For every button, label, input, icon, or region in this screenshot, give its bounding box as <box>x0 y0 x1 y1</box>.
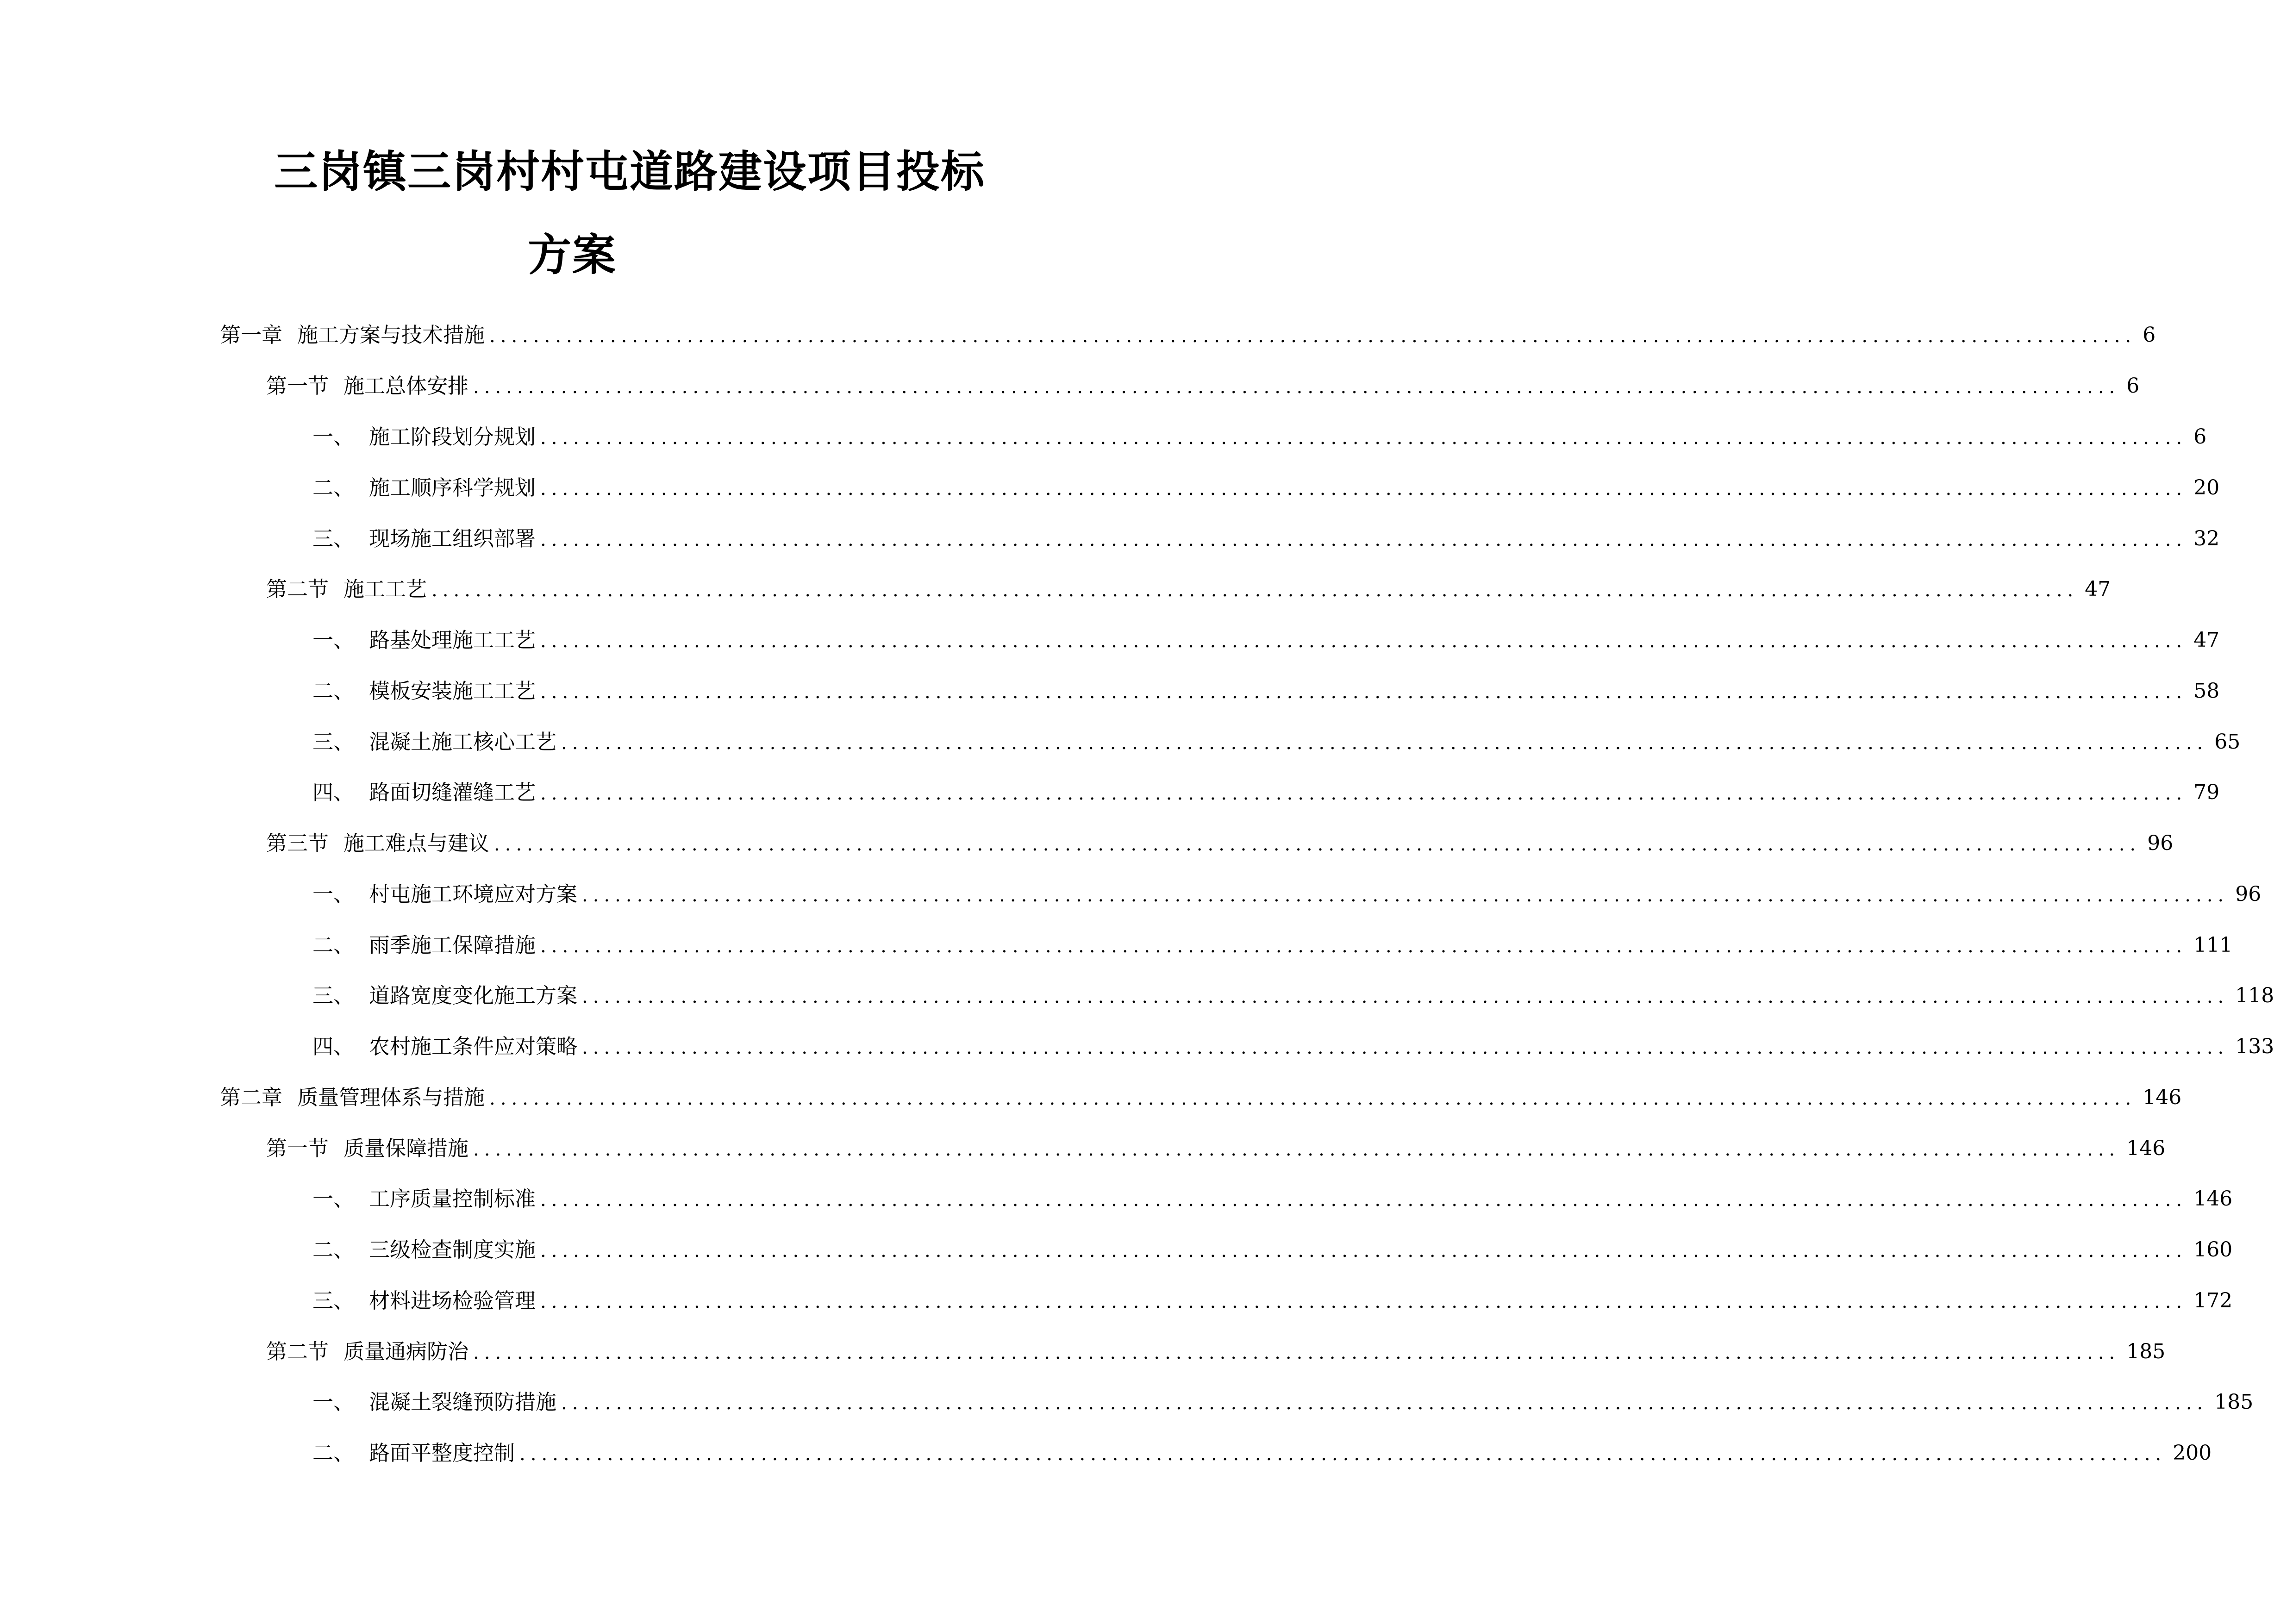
toc-entry-section[interactable] <box>266 1128 2166 1161</box>
toc-entry-page: 96 <box>2235 882 2262 906</box>
toc-dot-leader: ...................................................................................................................................................... <box>540 681 2187 703</box>
toc-entry-page: 146 <box>2193 1187 2233 1211</box>
toc-entry-subsection[interactable] <box>312 468 2220 500</box>
toc-entry-page: 146 <box>2126 1137 2166 1160</box>
toc-entry-title: 工序质量控制标准 <box>369 1187 536 1211</box>
toc-entry-title: 路面切缝灌缝工艺 <box>369 780 536 805</box>
toc-entry-subsection[interactable] <box>312 772 2220 805</box>
toc-entry-number: 二、 <box>312 1237 355 1262</box>
toc-dot-leader: ...................................................................................................................................................... <box>473 1342 2120 1363</box>
toc-dot-leader: ...................................................................................................................................................... <box>519 1443 2167 1465</box>
toc-entry-subsection[interactable] <box>312 722 2241 754</box>
toc-entry-title: 施工难点与建议 <box>344 831 490 856</box>
toc-entry-title: 雨季施工保障措施 <box>369 933 536 957</box>
toc-entry-title: 施工工艺 <box>344 577 427 601</box>
toc-entry-number: 二、 <box>312 679 355 703</box>
toc-entry-number: 第二节 <box>266 1339 329 1364</box>
toc-entry-page: 111 <box>2193 933 2233 957</box>
toc-dot-leader: ...................................................................................................................................................... <box>540 1189 2187 1211</box>
toc-entry-title: 施工顺序科学规划 <box>369 475 536 500</box>
toc-entry-number: 三、 <box>312 730 355 754</box>
toc-entry-page: 6 <box>2143 323 2156 347</box>
toc-entry-subsection[interactable] <box>312 417 2207 449</box>
toc-dot-leader: ...................................................................................................................................................... <box>489 1088 2137 1109</box>
toc-entry-number: 三、 <box>312 983 355 1008</box>
toc-entry-title: 施工阶段划分规划 <box>369 425 536 449</box>
toc-entry-section[interactable] <box>266 569 2111 601</box>
toc-entry-number: 第一章 <box>220 323 283 347</box>
toc-entry-number: 四、 <box>312 1034 355 1059</box>
toc-entry-number: 二、 <box>312 475 355 500</box>
toc-entry-section[interactable] <box>266 1331 2166 1364</box>
document-title-line-2: 方案 <box>528 230 617 281</box>
toc-entry-number: 一、 <box>312 425 355 449</box>
toc-entry-title: 质量保障措施 <box>344 1136 469 1161</box>
toc-dot-leader: ...................................................................................................................................................... <box>540 529 2187 550</box>
toc-entry-number: 第三节 <box>266 831 329 856</box>
toc-dot-leader: ...................................................................................................................................................... <box>540 783 2187 804</box>
toc-entry-title: 路基处理施工工艺 <box>369 628 536 652</box>
toc-dot-leader: ...................................................................................................................................................... <box>540 936 2187 957</box>
toc-entry-title: 模板安装施工工艺 <box>369 679 536 703</box>
toc-entry-page: 6 <box>2126 374 2140 398</box>
toc-dot-leader: ...................................................................................................................................................... <box>494 834 2141 855</box>
toc-entry-subsection[interactable] <box>312 925 2233 957</box>
toc-entry-title: 三级检查制度实施 <box>369 1237 536 1262</box>
toc-dot-leader: ...................................................................................................................................................... <box>582 885 2229 906</box>
toc-entry-chapter[interactable] <box>220 1077 2182 1110</box>
toc-dot-leader: ...................................................................................................................................................... <box>489 325 2137 347</box>
toc-entry-page: 47 <box>2085 577 2111 601</box>
toc-dot-leader: ...................................................................................................................................................... <box>561 732 2208 754</box>
toc-entry-title: 质量管理体系与措施 <box>297 1085 485 1110</box>
toc-entry-number: 第二节 <box>266 577 329 601</box>
toc-entry-page: 133 <box>2235 1035 2274 1058</box>
toc-entry-subsection[interactable] <box>312 671 2220 703</box>
toc-entry-page: 118 <box>2235 984 2274 1007</box>
toc-dot-leader: ...................................................................................................................................................... <box>561 1393 2208 1414</box>
toc-entry-title: 路面平整度控制 <box>369 1441 515 1465</box>
toc-entry-title: 质量通病防治 <box>344 1339 469 1364</box>
toc-entry-title: 道路宽度变化施工方案 <box>369 983 578 1008</box>
toc-entry-number: 四、 <box>312 780 355 805</box>
toc-dot-leader: ...................................................................................................................................................... <box>473 376 2120 398</box>
toc-entry-page: 65 <box>2214 730 2241 754</box>
toc-dot-leader: ...................................................................................................................................................... <box>431 580 2079 601</box>
toc-entry-title: 材料进场检验管理 <box>369 1288 536 1313</box>
toc-dot-leader: ...................................................................................................................................................... <box>540 631 2187 652</box>
toc-entry-title: 农村施工条件应对策略 <box>369 1034 578 1059</box>
toc-dot-leader: ...................................................................................................................................................... <box>540 1240 2187 1262</box>
toc-entry-section[interactable] <box>266 823 2174 856</box>
toc-entry-page: 172 <box>2193 1289 2233 1312</box>
toc-entry-subsection[interactable] <box>312 975 2274 1008</box>
toc-entry-number: 三、 <box>312 1288 355 1313</box>
toc-entry-number: 一、 <box>312 628 355 652</box>
toc-entry-title: 混凝土裂缝预防措施 <box>369 1390 557 1414</box>
toc-entry-subsection[interactable] <box>312 620 2220 652</box>
toc-entry-subsection[interactable] <box>312 874 2262 906</box>
toc-dot-leader: ...................................................................................................................................................... <box>540 478 2187 500</box>
toc-entry-number: 一、 <box>312 1390 355 1414</box>
toc-dot-leader: ...................................................................................................................................................... <box>582 1037 2229 1058</box>
toc-entry-subsection[interactable] <box>312 1230 2233 1262</box>
toc-entry-page: 79 <box>2193 781 2220 804</box>
toc-dot-leader: ...................................................................................................................................................... <box>473 1139 2120 1160</box>
toc-entry-title: 混凝土施工核心工艺 <box>369 730 557 754</box>
toc-entry-page: 32 <box>2193 527 2220 550</box>
toc-entry-section[interactable] <box>266 366 2140 398</box>
toc-entry-title: 现场施工组织部署 <box>369 526 536 551</box>
toc-entry-page: 96 <box>2147 831 2174 855</box>
document-title-line-1: 三岗镇三岗村村屯道路建设项目投标 <box>274 147 986 197</box>
toc-entry-page: 6 <box>2193 425 2207 449</box>
toc-dot-leader: ...................................................................................................................................................... <box>582 986 2229 1007</box>
toc-entry-subsection[interactable] <box>312 1280 2233 1313</box>
toc-entry-number: 第二章 <box>220 1085 283 1110</box>
toc-entry-number: 一、 <box>312 882 355 906</box>
toc-dot-leader: ...................................................................................................................................................... <box>540 1291 2187 1312</box>
toc-entry-subsection[interactable] <box>312 518 2220 551</box>
toc-entry-number: 三、 <box>312 526 355 551</box>
toc-entry-chapter[interactable] <box>220 315 2156 347</box>
toc-entry-page: 20 <box>2193 476 2220 500</box>
toc-entry-page: 185 <box>2214 1390 2254 1414</box>
toc-entry-subsection[interactable] <box>312 1026 2274 1059</box>
toc-entry-subsection[interactable] <box>312 1433 2212 1465</box>
toc-entry-title: 施工总体安排 <box>344 374 469 398</box>
toc-entry-number: 一、 <box>312 1187 355 1211</box>
toc-dot-leader: ...................................................................................................................................................... <box>540 427 2187 449</box>
toc-entry-subsection[interactable] <box>312 1382 2254 1414</box>
toc-entry-title: 施工方案与技术措施 <box>297 323 485 347</box>
toc-entry-title: 村屯施工环境应对方案 <box>369 882 578 906</box>
toc-entry-page: 185 <box>2126 1340 2166 1363</box>
toc-entry-page: 47 <box>2193 628 2220 652</box>
toc-entry-number: 第一节 <box>266 1136 329 1161</box>
toc-entry-number: 二、 <box>312 933 355 957</box>
toc-entry-page: 160 <box>2193 1238 2233 1262</box>
toc-entry-subsection[interactable] <box>312 1179 2233 1211</box>
toc-entry-page: 58 <box>2193 679 2220 703</box>
toc-entry-number: 二、 <box>312 1441 355 1465</box>
toc-entry-page: 146 <box>2143 1086 2182 1109</box>
toc-entry-page: 200 <box>2173 1441 2212 1465</box>
toc-entry-number: 第一节 <box>266 374 329 398</box>
